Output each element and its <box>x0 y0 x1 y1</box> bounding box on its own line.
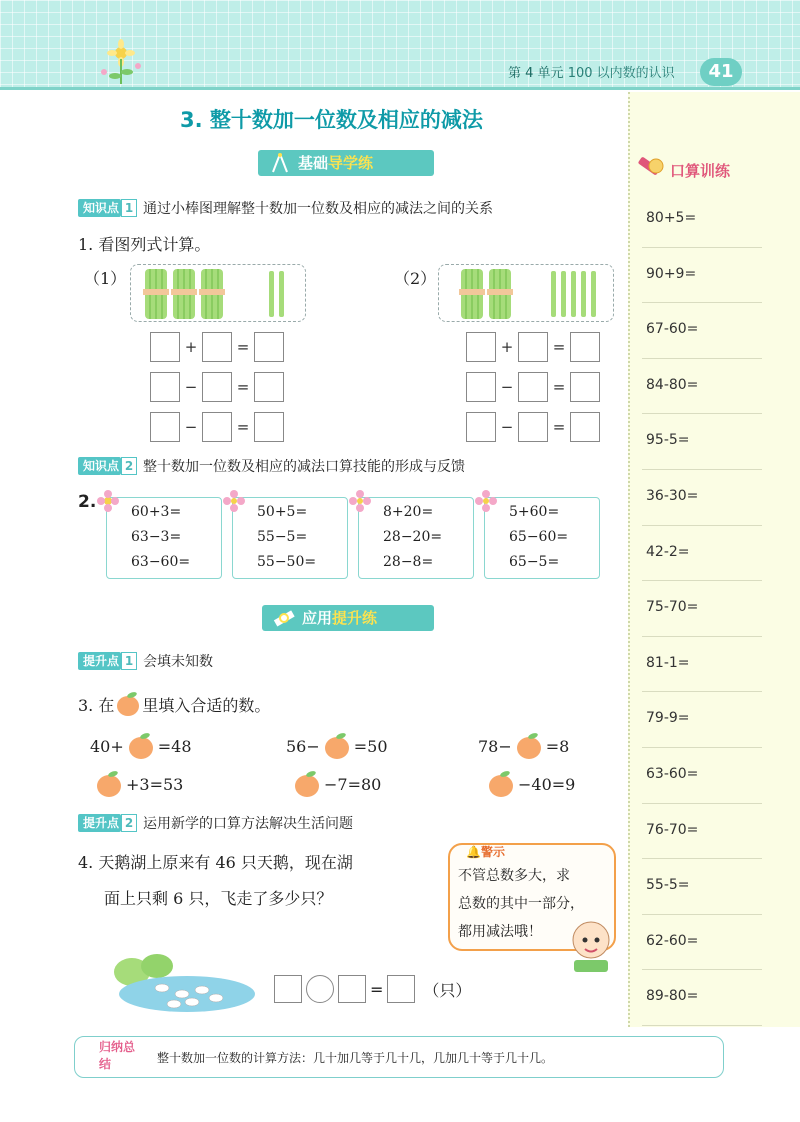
equals-sign: = <box>552 338 566 356</box>
oral-exercise[interactable]: 95-5= <box>642 414 762 470</box>
equals-sign: = <box>552 418 566 436</box>
answer-box[interactable] <box>254 412 284 442</box>
answer-box[interactable] <box>254 332 284 362</box>
question-4-line-2: 面上只剩 6 只，飞走了多少只？ <box>104 889 333 908</box>
unit-title: 100 以内数的认识 <box>567 66 675 81</box>
answer-box[interactable] <box>570 332 600 362</box>
peach-equation-1 <box>90 732 192 760</box>
answer-box[interactable] <box>518 332 548 362</box>
improvement-point-2 <box>78 813 353 833</box>
calc-item: 28−20= <box>383 529 443 545</box>
section-banner-basic <box>258 150 434 176</box>
improvement-point-number: 1 <box>121 652 137 670</box>
oral-exercise[interactable]: 81-1= <box>642 637 762 693</box>
oral-training-sidebar <box>628 92 800 1027</box>
answer-box[interactable] <box>518 412 548 442</box>
calc-item: 63−60= <box>131 554 191 570</box>
improvement-point-text: 会填未知数 <box>143 654 214 670</box>
oral-exercise[interactable]: 90+9= <box>642 248 762 304</box>
oral-training-title: 口算训练 <box>670 162 731 180</box>
peach-equation-2 <box>286 732 388 760</box>
equals-sign: = <box>236 338 250 356</box>
improvement-point-number: 2 <box>121 814 137 832</box>
calc-card-4 <box>484 497 600 579</box>
oral-exercise[interactable]: 84-80= <box>642 359 762 415</box>
summary-tag: 归纳总结 <box>99 1040 136 1071</box>
equals-sign: = <box>370 979 384 999</box>
page-number: 41 <box>700 58 742 86</box>
peach-equation-5 <box>290 770 381 798</box>
minus-sign: − <box>184 418 198 436</box>
answer-box[interactable] <box>466 412 496 442</box>
equals-sign: = <box>236 378 250 396</box>
peach-blank[interactable] <box>126 732 156 760</box>
oral-exercise[interactable]: 36-30= <box>642 470 762 526</box>
answer-box[interactable] <box>570 372 600 402</box>
summary-box <box>74 1036 724 1078</box>
section-label-highlight: 导学练 <box>328 154 374 172</box>
oral-exercise[interactable]: 67-60= <box>642 303 762 359</box>
answer-box[interactable] <box>387 975 415 1003</box>
answer-box[interactable] <box>466 332 496 362</box>
knowledge-point-text: 通过小棒图理解整十数加一位数及相应的减法之间的关系 <box>143 201 494 217</box>
equation-part: 78− <box>478 736 512 756</box>
pencil-icon <box>634 154 668 186</box>
question-number: 2. <box>78 492 97 512</box>
knowledge-point-tag: 知识点 <box>78 199 121 217</box>
answer-box[interactable] <box>338 975 366 1003</box>
equals-sign: = <box>236 418 250 436</box>
compass-icon <box>268 152 292 174</box>
improvement-point-tag: 提升点 <box>78 814 121 832</box>
question-text: 3. 在 <box>78 695 115 715</box>
peach-blank[interactable] <box>486 770 516 798</box>
equation-part: 56− <box>286 736 320 756</box>
answer-box[interactable] <box>202 332 232 362</box>
operator-circle[interactable] <box>306 975 334 1003</box>
equation-part: =50 <box>353 736 388 756</box>
equation-part: −7=80 <box>324 774 382 794</box>
equation-part: −40=9 <box>518 774 576 794</box>
equation-subtraction-1a <box>150 372 284 402</box>
oral-training-logo <box>634 154 744 186</box>
summary-text: 整十数加一位数的计算方法：几十加几等于几十几，几加几十等于几十几。 <box>157 1051 554 1065</box>
answer-equation <box>274 975 471 1003</box>
flower-icon <box>97 490 119 512</box>
question-2-number <box>78 492 96 512</box>
oral-exercise[interactable]: 79-9= <box>642 692 762 748</box>
stick-picture-2 <box>438 264 614 322</box>
answer-box[interactable] <box>254 372 284 402</box>
calc-item: 5+60= <box>509 504 560 520</box>
minus-sign: − <box>500 418 514 436</box>
warning-text: 不管总数多大，求 <box>458 868 570 884</box>
knowledge-point-text: 整十数加一位数及相应的减法口算技能的形成与反馈 <box>143 459 466 475</box>
flower-icon <box>475 490 497 512</box>
answer-box[interactable] <box>466 372 496 402</box>
equation-addition-1 <box>150 332 284 362</box>
picture-label-1: （1） <box>84 269 127 288</box>
knowledge-point-2 <box>78 456 465 476</box>
stick-bundles-illustration <box>131 265 307 323</box>
minus-sign: − <box>184 378 198 396</box>
oral-exercise[interactable]: 63-60= <box>642 748 762 804</box>
equation-part: 40+ <box>90 736 124 756</box>
oral-exercise[interactable]: 55-5= <box>642 859 762 915</box>
flower-icon <box>223 490 245 512</box>
stick-bundle <box>143 269 169 319</box>
unit-label <box>508 62 675 81</box>
warning-text: 都用减法哦！ <box>458 924 542 940</box>
calc-item: 60+3= <box>131 504 182 520</box>
bell-icon: 🔔 <box>466 845 481 859</box>
peach-blank[interactable] <box>292 770 322 798</box>
equation-part: =8 <box>545 736 570 756</box>
equation-subtraction-2a <box>466 372 600 402</box>
peach-icon <box>114 691 142 717</box>
ruler-icon <box>272 607 296 629</box>
oral-exercise[interactable]: 62-60= <box>642 915 762 971</box>
stick-bundles-illustration <box>439 265 615 323</box>
calc-card-2 <box>232 497 348 579</box>
answer-box[interactable] <box>150 372 180 402</box>
equation-part: =48 <box>157 736 192 756</box>
flower-icon <box>349 490 371 512</box>
calc-item: 28−8= <box>383 554 434 570</box>
warning-tag-label: 警示 <box>480 845 505 859</box>
answer-box[interactable] <box>274 975 302 1003</box>
sunflower-icon <box>96 38 146 88</box>
calc-item: 8+20= <box>383 504 434 520</box>
knowledge-point-tag: 知识点 <box>78 457 121 475</box>
swan-lake-illustration <box>112 950 262 1014</box>
minus-sign: − <box>500 378 514 396</box>
oral-exercise[interactable]: 76-70= <box>642 804 762 860</box>
plus-sign: + <box>184 338 198 356</box>
improvement-point-1 <box>78 651 213 671</box>
peach-blank[interactable] <box>94 770 124 798</box>
equation-subtraction-1b <box>150 412 284 442</box>
section-label: 基础 <box>298 154 329 172</box>
plus-sign: + <box>500 338 514 356</box>
peach-blank[interactable] <box>322 732 352 760</box>
answer-box[interactable] <box>202 372 232 402</box>
oral-exercise[interactable]: 80+5= <box>642 192 762 248</box>
answer-unit: （只） <box>423 980 472 1000</box>
knowledge-point-number: 2 <box>121 457 137 475</box>
calc-card-1 <box>106 497 222 579</box>
section-label-highlight: 提升练 <box>332 609 378 627</box>
equation-addition-2 <box>466 332 600 362</box>
peach-equation-4 <box>92 770 183 798</box>
answer-box[interactable] <box>518 372 548 402</box>
answer-box[interactable] <box>150 412 180 442</box>
calc-item: 63−3= <box>131 529 182 545</box>
question-text: 里填入合适的数。 <box>142 695 271 715</box>
section-banner-application <box>262 605 434 631</box>
equation-subtraction-2b <box>466 412 600 442</box>
calc-item: 55−50= <box>257 554 317 570</box>
calc-card-3 <box>358 497 474 579</box>
calc-item: 65−60= <box>509 529 569 545</box>
improvement-point-tag: 提升点 <box>78 652 121 670</box>
page-header <box>0 0 800 90</box>
section-label: 应用 <box>302 609 333 627</box>
child-mascot-icon <box>566 918 616 974</box>
peach-equation-3 <box>478 732 569 760</box>
answer-box[interactable] <box>202 412 232 442</box>
equation-part: +3=53 <box>126 774 184 794</box>
question-1-prompt: 1. 看图列式计算。 <box>78 235 211 254</box>
unit-number: 第 4 单元 <box>508 66 564 81</box>
stick-picture-1 <box>130 264 306 322</box>
lesson-title: 3. 整十数加一位数及相应的减法 <box>180 108 483 132</box>
peach-blank[interactable] <box>514 732 544 760</box>
warning-tag <box>466 843 505 860</box>
knowledge-point-1 <box>78 198 493 218</box>
question-3-prompt <box>78 691 270 717</box>
oral-exercise[interactable]: 42-2= <box>642 526 762 582</box>
oral-exercise[interactable]: 75-70= <box>642 581 762 637</box>
answer-box[interactable] <box>570 412 600 442</box>
oral-exercise[interactable]: 89-80= <box>642 970 762 1026</box>
answer-box[interactable] <box>150 332 180 362</box>
oral-exercise-list <box>642 192 762 1026</box>
calc-item: 50+5= <box>257 504 308 520</box>
picture-label-2: （2） <box>394 269 437 288</box>
calc-item: 55−5= <box>257 529 308 545</box>
calc-item: 65−5= <box>509 554 560 570</box>
equals-sign: = <box>552 378 566 396</box>
knowledge-point-number: 1 <box>121 199 137 217</box>
peach-equation-6 <box>484 770 575 798</box>
question-4-line-1: 4. 天鹅湖上原来有 46 只天鹅，现在湖 <box>78 853 353 872</box>
warning-text: 总数的其中一部分， <box>458 896 584 912</box>
improvement-point-text: 运用新学的口算方法解决生活问题 <box>143 816 354 832</box>
